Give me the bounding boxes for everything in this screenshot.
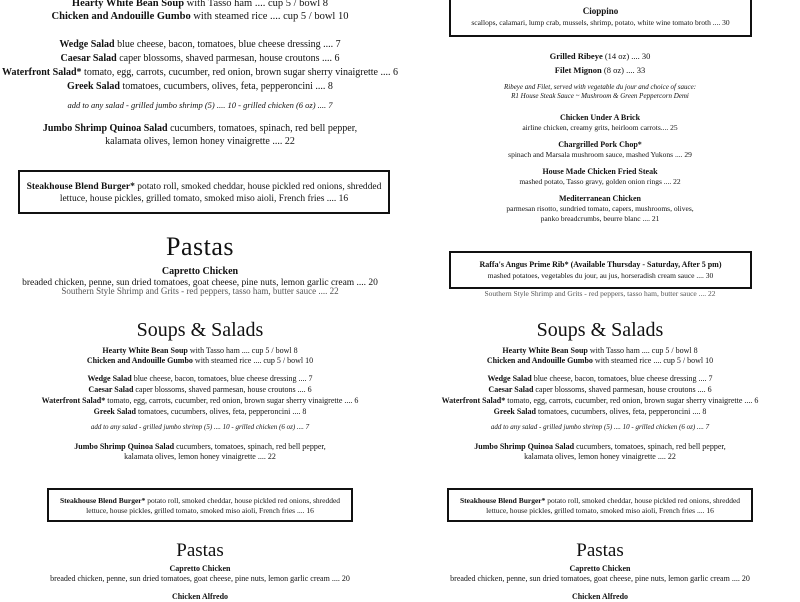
menu-item: Waterfront Salad* tomato, egg, carrots, cucumber, red onion, brown sugar sherry vinaigrette .... 6 [41,396,359,405]
menu-item: Caesar Salad caper blossoms, shaved parmesan, house croutons .... 6 [88,385,312,394]
menu-item: Waterfront Salad* tomato, egg, carrots, cucumber, red onion, brown sugar sherry vinaigrette .... 6 [441,396,759,405]
top-left-quinoa: Jumbo Shrimp Quinoa Salad cucumbers, tomatoes, spinach, red bell pepper, kalamata olives, lemon honey vinaigrette .... 22 [42,123,358,147]
menu-item: Greek Salad tomatoes, cucumbers, olives, feta, pepperoncini .... 8 [67,81,333,92]
menu-item: Greek Salad tomatoes, cucumbers, olives, feta, pepperoncini .... 8 [93,407,307,416]
cut-line: Southern Style Shrimp and Grits - red peppers, tasso ham, butter sauce .... 22 [61,286,339,296]
menu-item: Chicken and Andouille Gumbo with steamed rice .... cup 5 / bowl 10 [51,11,349,22]
entrees: Chicken Under A Brick airline chicken, creamy grits, heirloom carrots.... 25 Chargrilled Pork Chop* spinach and Marsala mushroom sauce, mashed Yukons .... 29 House Made Chicken Fried Steak mashed potato, Tasso gravy, golden onion rings .... 22 Mediterranean Chicken parmesan risotto, sundried tomato, capers, mushrooms, olives, panko breadcrumbs, beurre blanc .... 21 [506,113,694,223]
burger-box: Steakhouse Blend Burger* potato roll, smoked cheddar, house pickled red onions, shredded lettuce, house pickles, grilled tomato, smoked miso aioli, French fries .... 16 [447,488,753,522]
bottom-right-pastas: Pastas Capretto Chicken breaded chicken, penne, sun dried tomatoes, goat cheese, pine nuts, lemon garlic cream .... 20 Chicken Alfredo [400,540,800,602]
addon-note: add to any salad - grilled jumbo shrimp (5) .... 10 - grilled chicken (6 oz) .... 7 [67,100,333,110]
menu-item: Chicken and Andouille Gumbo with steamed rice .... cup 5 / bowl 10 [486,356,714,365]
addon-note: add to any salad - grilled jumbo shrimp (5) .... 10 - grilled chicken (6 oz) .... 7 [490,423,710,431]
section-title: Pastas [166,232,234,261]
menu-item: Hearty White Bean Soup with Tasso ham .... cup 5 / bowl 8 [71,0,329,9]
section-title: Pastas [176,540,224,561]
menu-item: Wedge Salad blue cheese, bacon, tomatoes, blue cheese dressing .... 7 [59,39,341,50]
menu-item: Chicken and Andouille Gumbo with steamed rice .... cup 5 / bowl 10 [86,356,314,365]
addon-note: add to any salad - grilled jumbo shrimp (5) .... 10 - grilled chicken (6 oz) .... 7 [90,423,310,431]
menu-item: Hearty White Bean Soup with Tasso ham .... cup 5 / bowl 8 [102,346,298,355]
steaks: Grilled Ribeye (14 oz) .... 30 Filet Mignon (8 oz) .... 33 Ribeye and Filet, served with vegetable du jour and choice of sauce: R1 House Steak Sauce ~ Mushroom & Green Peppercorn Demi [503,51,697,100]
burger-box: Steakhouse Blend Burger* potato roll, smoked cheddar, house pickled red onions, shredded lettuce, house pickles, grilled tomato, smoked miso aioli, French fries .... 16 [47,488,353,522]
bottom-left-column: Soups & Salads Hearty White Bean Soup with Tasso ham .... cup 5 / bowl 8 Chicken and Andouille Gumbo with steamed rice .... cup 5 / bowl 10 Wedge Salad blue cheese, bacon, tomatoes, blue cheese dressing .... 7 Caesar Salad caper blossoms, shaved parmesan, house croutons .... 6 Waterfront Salad* tomato, egg, carrots, cucumber, red onion, brown sugar sherry vinaigrette .... 6 Greek Salad tomatoes, cucumbers, olives, feta, pepperoncini .... 8 add to any salad - grilled jumbo shrimp (5) .... 10 - grilled chicken (6 oz) .... 7 Jumbo Shrimp Quinoa Salad cucumbers, tomatoes, spinach, red bell pepper, kalamata olives, lemon honey vinaigrette .... 22 [0,318,400,462]
cioppino-box: Cioppino scallops, calamari, lump crab, mussels, shrimp, potato, white wine tomato broth .... 30 [449,0,752,37]
menu-item-desc: breaded chicken, penne, sun dried tomatoes, goat cheese, pine nuts, lemon garlic cream .... 20 [22,278,378,288]
menu-item: Wedge Salad blue cheese, bacon, tomatoes, blue cheese dressing .... 7 [487,374,713,383]
menu-item: Caesar Salad caper blossoms, shaved parmesan, house croutons .... 6 [60,53,340,64]
section-title: Pastas [576,540,624,561]
menu-item: Greek Salad tomatoes, cucumbers, olives, feta, pepperoncini .... 8 [493,407,707,416]
bottom-right-column: Soups & Salads Hearty White Bean Soup with Tasso ham .... cup 5 / bowl 8 Chicken and Andouille Gumbo with steamed rice .... cup 5 / bowl 10 Wedge Salad blue cheese, bacon, tomatoes, blue cheese dressing .... 7 Caesar Salad caper blossoms, shaved parmesan, house croutons .... 6 Waterfront Salad* tomato, egg, carrots, cucumber, red onion, brown sugar sherry vinaigrette .... 6 Greek Salad tomatoes, cucumbers, olives, feta, pepperoncini .... 8 add to any salad - grilled jumbo shrimp (5) .... 10 - grilled chicken (6 oz) .... 7 Jumbo Shrimp Quinoa Salad cucumbers, tomatoes, spinach, red bell pepper, kalamata olives, lemon honey vinaigrette .... 22 [400,318,800,462]
menu-item: Caesar Salad caper blossoms, shaved parmesan, house croutons .... 6 [488,385,712,394]
menu-item-name: Capretto Chicken [161,266,239,277]
burger-box: Steakhouse Blend Burger* potato roll, smoked cheddar, house pickled red onions, shredded lettuce, house pickles, grilled tomato, smoked miso aioli, French fries .... 16 [18,170,390,214]
top-left-salads [0,38,400,94]
menu-item: Wedge Salad blue cheese, bacon, tomatoes, blue cheese dressing .... 7 [87,374,313,383]
menu-item: Hearty White Bean Soup with Tasso ham .... cup 5 / bowl 8 [502,346,698,355]
menu-item: Waterfront Salad* tomato, egg, carrots, cucumber, red onion, brown sugar sherry vinaigrette .... 6 [2,67,398,78]
top-left-soups [0,0,400,23]
section-title: Soups & Salads [136,319,264,341]
cut-line: Southern Style Shrimp and Grits - red peppers, tasso ham, butter sauce .... 22 [484,289,716,298]
bottom-left-pastas: Pastas Capretto Chicken breaded chicken, penne, sun dried tomatoes, goat cheese, pine nuts, lemon garlic cream .... 20 Chicken Alfredo [0,540,400,602]
prime-rib-box: Raffa's Angus Prime Rib* (Available Thursday - Saturday, After 5 pm) mashed potatoes, vegetables du jour, au jus, horseradish cream sauce .... 30 [449,251,752,289]
section-title: Soups & Salads [536,319,664,341]
